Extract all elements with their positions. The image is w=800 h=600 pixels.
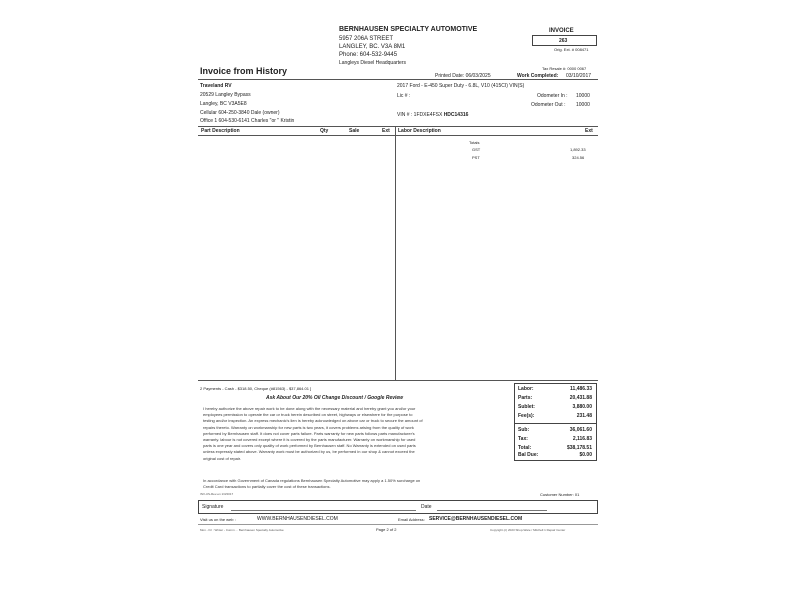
authorization-line: testing and/or inspection. An express mechanic's lien is hereby acknowledged on above car or truck to secure the amount of: [203, 418, 423, 424]
authorization-line: I hereby authorize the above repair work to be done along with the necessary material and hereby grant you and/or your: [203, 406, 416, 411]
date-label: Date: [421, 504, 432, 510]
customer-number: Customer Number: 01: [540, 492, 580, 497]
work-completed-label: Work Completed:: [517, 73, 559, 79]
labor-line-desc: Totals: [469, 140, 480, 145]
labor-line-amount: 324.56: [572, 155, 585, 160]
col-ext: Ext: [382, 128, 390, 134]
parts-labor-divider: [395, 126, 396, 380]
form-ref: INV-US-Rev-en 1/3/2017: [200, 492, 234, 496]
work-completed-value: 03/10/2017: [566, 73, 592, 79]
authorization-line: unless expressly stated above. Warranty work must be authorized by us, be performed in our shop & cannot exceed the: [203, 449, 415, 455]
col-labor-description: Labor Description: [398, 128, 441, 134]
col-part-description: Part Description: [201, 128, 240, 134]
customer-city: Langley, BC V3A5E8: [200, 101, 247, 107]
authorization-line: performed by Bernhausen staff. It does not cover parts failure. Parts warranty for new parts follows parts manufacturer's: [203, 430, 415, 436]
summary-baldue: Bal Due: $0.00: [518, 452, 592, 458]
labor-line-desc: PST: [472, 155, 480, 160]
invoice-label: INVOICE: [549, 28, 574, 34]
summary-fees: Fee(s): 231.48: [518, 413, 592, 419]
fine-print: Mon - Fri : Winter - Cumm ... Bernhausen Specialty Automotive: [200, 528, 284, 532]
date-line[interactable]: [437, 510, 547, 511]
vehicle-vin: [397, 112, 468, 118]
tax-resale: Tax Resale #: 0000 0067: [542, 66, 587, 71]
authorization-line: parts is one year and covers only quality of work performed by Bernhausen staff. No Warranty is extended on used parts: [203, 443, 416, 449]
summary-sublet: Sublet: 3,880.00: [518, 404, 592, 410]
signature-label: Signature: [202, 504, 224, 510]
columns-bottom-rule: [198, 135, 598, 136]
odometer-in-label: Odometer In :: [537, 93, 568, 99]
web-url[interactable]: WWW.BERNHAUSENDIESEL.COM: [257, 516, 338, 522]
labor-line-amount: 1,892.33: [570, 147, 586, 152]
authorization-text: [203, 406, 508, 462]
col-qty: Qty: [320, 128, 329, 134]
surcharge-line: Credit Card transactions to partially cover the cost of these transactions.: [203, 484, 331, 490]
customer-cellular: Cellular 604-250-3840 Dale (owner): [200, 110, 280, 116]
header-divider: [198, 79, 598, 80]
email-value[interactable]: SERVICE@BERNHAUSENDIESEL.COM: [429, 516, 523, 522]
company-street: 5957 206A STREET: [339, 36, 394, 42]
copyright: Copyright (c) 2023 Shop-Ware / Mitchell 1 Repair Center: [490, 528, 566, 532]
customer-name: Traveland RV: [200, 83, 232, 89]
vin-bold: HDC14316: [443, 112, 469, 118]
authorization-line: warranty. labour is not covered except where it is covered by the parts manufacturer. Warranty on workmanship for used: [203, 437, 416, 443]
vehicle-lic: Lic # :: [397, 93, 411, 99]
signature-box: [198, 500, 598, 514]
odometer-in-value: 10000: [576, 93, 590, 99]
payments-line: 2 Payments - Cash - $318.50, Cheque (#81563) - $37,864.01 ]: [200, 386, 312, 391]
columns-top-rule: [198, 126, 598, 127]
company-branch: Langleys Diesel Headquarters: [339, 60, 406, 66]
email-label: Email Address:: [398, 517, 425, 522]
orig-ext: Orig. Ext. # 008471: [554, 47, 589, 52]
promo-line: Ask About Our 20% Oil Change Discount / Google Review: [266, 395, 404, 401]
summary-parts: Parts: 20,431.88: [518, 395, 592, 401]
printed-date: Printed Date: 06/03/2025: [435, 73, 491, 79]
odometer-out-label: Odometer Out :: [531, 102, 566, 108]
vin-label: VIN # : 1FDXE4FSX: [397, 112, 443, 118]
page-title: Invoice from History: [200, 66, 288, 76]
customer-office: Office 1 604-530-6141 Charles "or " Kristin: [200, 118, 295, 124]
summary-labor: Labor: 11,486.33: [518, 386, 592, 392]
vehicle-description: 2017 Ford - E-450 Super Duty - 6.8L, V10 (415CI) VIN(S): [397, 83, 525, 89]
page-number: Page 2 of 2: [376, 527, 397, 532]
authorization-line: original cost of repair.: [203, 455, 242, 461]
invoice-number: 263: [559, 38, 568, 44]
totals-summary: [514, 383, 597, 461]
summary-tax: Tax: 2,116.83: [518, 436, 592, 442]
col-labor-ext: Ext: [585, 128, 593, 134]
authorization-line: employees permission to operate the car or truck herein described on street, highways or elsewhere for the purpose to: [203, 412, 413, 418]
surcharge-line: In accordance with Government of Canada regulations Bernhausen Specialty Automotive may apply a 1.50% surcharge on: [203, 478, 421, 483]
company-name: BERNHAUSEN SPECIALTY AUTOMOTIVE: [339, 26, 478, 33]
summary-sub: Sub: 36,061.60: [518, 427, 592, 433]
summary-total: Total: $38,178.51: [518, 445, 592, 451]
signature-line[interactable]: [231, 510, 416, 511]
summary-divider: [515, 423, 596, 424]
company-city: LANGLEY, BC. V3A 8M1: [339, 44, 406, 50]
footer-top-rule: [198, 380, 598, 381]
labor-line-desc: GST: [472, 147, 481, 152]
company-phone: Phone: 604-532-9445: [339, 52, 398, 58]
odometer-out-value: 10000: [576, 102, 590, 108]
col-sale: Sale: [349, 128, 360, 134]
customer-address: 20529 Langley Bypass: [200, 92, 251, 98]
footer-bottom-rule: [198, 524, 598, 525]
authorization-line: repairs thereto. Warranty on workmanship for new parts is two years, it covers problems arising from the quality of work: [203, 424, 414, 430]
invoice-number-box: [532, 35, 597, 46]
surcharge-text: [203, 478, 508, 490]
web-label: Visit us on the web :: [200, 517, 236, 522]
